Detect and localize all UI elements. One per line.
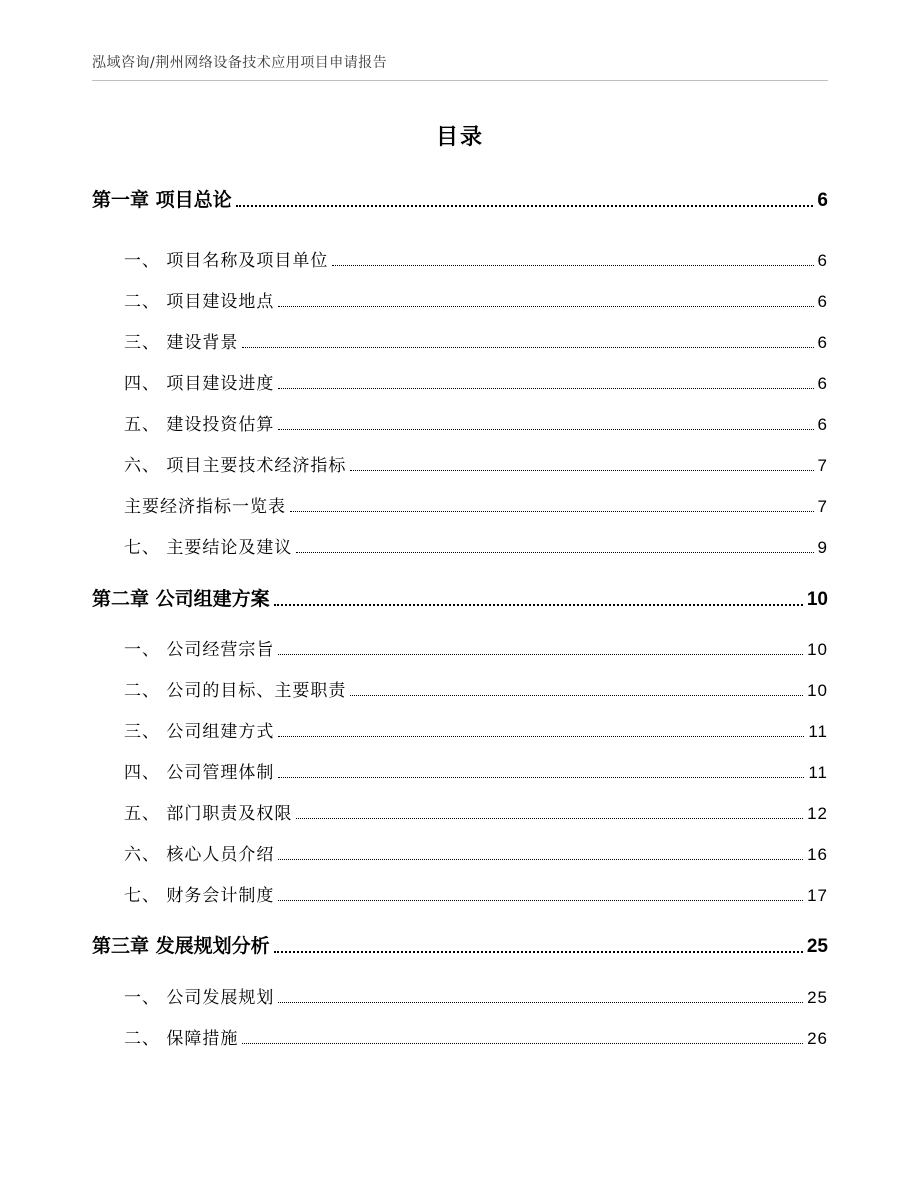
toc-entry[interactable]: [92, 246, 828, 271]
toc-entry-label: 六、 核心人员介绍: [124, 845, 275, 865]
toc-page-number: 10: [807, 640, 828, 659]
toc-page-number: 9: [817, 538, 828, 557]
dot-leader: [278, 388, 813, 389]
toc-entry-label: 五、 建设投资估算: [124, 415, 275, 435]
toc-entry-label: 二、 公司的目标、主要职责: [124, 681, 347, 701]
toc-page-number: 6: [817, 333, 828, 352]
dot-leader: [274, 951, 803, 953]
toc-entry[interactable]: [92, 983, 828, 1008]
dot-leader: [278, 777, 804, 778]
toc-entry[interactable]: [92, 758, 828, 783]
running-header: 泓域咨询/荆州网络设备技术应用项目申请报告: [92, 55, 388, 71]
toc-entry[interactable]: [92, 717, 828, 742]
toc-entry-label: 第三章 发展规划分析: [92, 935, 270, 957]
dot-leader: [278, 429, 813, 430]
toc-page-number: 11: [808, 722, 828, 741]
dot-leader: [278, 654, 803, 655]
toc-entry[interactable]: [92, 328, 828, 353]
toc-page-number: 6: [817, 374, 828, 393]
toc-page-number: 12: [807, 804, 828, 823]
toc-entry-label: 一、 项目名称及项目单位: [124, 251, 329, 271]
dot-leader: [350, 470, 813, 471]
toc-entry-label: 五、 部门职责及权限: [124, 804, 293, 824]
toc-chapter-2[interactable]: [92, 584, 828, 611]
toc-entry-label: 第一章 项目总论: [92, 189, 232, 211]
toc-page-number: 6: [817, 415, 828, 434]
dot-leader: [278, 859, 803, 860]
toc-page-number: 25: [807, 988, 828, 1007]
toc-page-number: 10: [807, 681, 828, 700]
toc-entry[interactable]: [92, 369, 828, 394]
toc-page-number: 25: [806, 936, 828, 957]
dot-leader: [242, 1043, 803, 1044]
toc-entry-label: 二、 保障措施: [124, 1029, 239, 1049]
toc-chapter-1[interactable]: [92, 185, 828, 212]
toc-entry[interactable]: [92, 287, 828, 312]
toc-entry[interactable]: [92, 840, 828, 865]
toc-page-number: 7: [817, 456, 828, 475]
toc-entry-label: 主要经济指标一览表: [124, 497, 286, 517]
toc-entry[interactable]: [92, 799, 828, 824]
dot-leader: [236, 205, 814, 207]
dot-leader: [278, 900, 803, 901]
toc-entry[interactable]: [92, 492, 828, 517]
toc-entry-label: 二、 项目建设地点: [124, 292, 275, 312]
toc-entry[interactable]: [92, 635, 828, 660]
toc-entry[interactable]: [92, 451, 828, 476]
dot-leader: [278, 1002, 803, 1003]
toc-entry-label: 三、 公司组建方式: [124, 722, 275, 742]
toc-entry-label: 一、 公司经营宗旨: [124, 640, 275, 660]
toc-entry-label: 一、 公司发展规划: [124, 988, 275, 1008]
toc-entry-label: 第二章 公司组建方案: [92, 588, 270, 610]
toc-page-number: 26: [807, 1029, 828, 1048]
dot-leader: [350, 695, 803, 696]
toc-title: 目录: [435, 125, 484, 150]
toc-page-number: 6: [817, 251, 828, 270]
header-divider: [92, 80, 828, 81]
toc-page-number: 16: [807, 845, 828, 864]
toc-entry-label: 四、 公司管理体制: [124, 763, 275, 783]
toc-page-number: 11: [808, 763, 828, 782]
toc-page-number: 6: [817, 292, 828, 311]
toc-entry[interactable]: [92, 533, 828, 558]
dot-leader: [242, 347, 813, 348]
toc-chapter-3[interactable]: [92, 931, 828, 958]
toc-page-number: 7: [817, 497, 828, 516]
toc-entry[interactable]: [92, 1024, 828, 1049]
toc-entry-label: 七、 主要结论及建议: [124, 538, 293, 558]
toc-entry[interactable]: [92, 676, 828, 701]
dot-leader: [274, 604, 803, 606]
dot-leader: [332, 265, 813, 266]
toc-entry-label: 六、 项目主要技术经济指标: [124, 456, 347, 476]
toc-entry-label: 四、 项目建设进度: [124, 374, 275, 394]
dot-leader: [296, 552, 813, 553]
toc-page-number: 6: [817, 190, 828, 211]
toc-page-number: 10: [806, 589, 828, 610]
dot-leader: [290, 511, 814, 512]
toc-entry-label: 七、 财务会计制度: [124, 886, 275, 906]
toc-entry-label: 三、 建设背景: [124, 333, 239, 353]
dot-leader: [278, 736, 804, 737]
toc-entry[interactable]: [92, 410, 828, 435]
dot-leader: [296, 818, 803, 819]
toc-page-number: 17: [807, 886, 828, 905]
dot-leader: [278, 306, 813, 307]
toc-entry[interactable]: [92, 881, 828, 906]
